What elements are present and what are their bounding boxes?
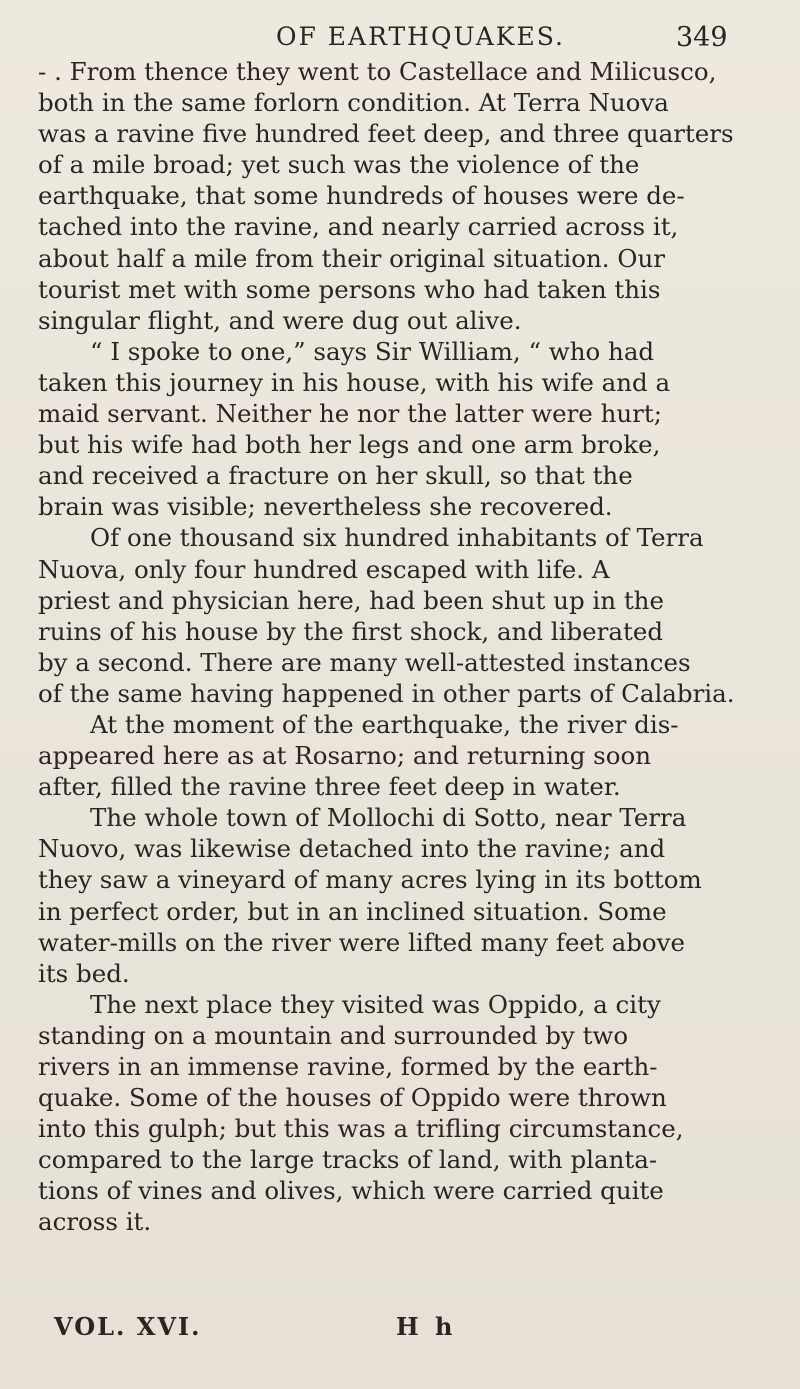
running-head: OF EARTHQUAKES.	[276, 22, 565, 51]
text-line: tourist met with some persons who had taken this	[38, 274, 661, 304]
text-line: Nuovo, was likewise detached into the ravine; and	[38, 834, 666, 864]
text-line: Of one thousand six hundred inhabitants of Terra	[90, 523, 704, 553]
text-line: maid servant. Neither he nor the latter were hurt;	[38, 399, 662, 429]
text-line: priest and physician here, had been shut up in the	[38, 585, 664, 615]
text-line: its bed.	[38, 958, 130, 988]
text-line: brain was visible; nevertheless she recovered.	[38, 492, 613, 522]
text-line: - . From thence they went to Castellace and Milicusco,	[38, 57, 717, 86]
text-line: of the same having happened in other parts of Calabria.	[38, 678, 735, 708]
text-line: both in the same forlorn condition. At Terra Nuova	[38, 88, 669, 118]
text-line: ruins of his house by the first shock, and liberated	[38, 616, 664, 646]
body-text	[38, 56, 754, 1238]
text-line: into this gulph; but this was a trifling circumstance,	[38, 1114, 684, 1144]
page-number: 349	[676, 22, 728, 53]
text-line: after, filled the ravine three feet deep in water.	[38, 772, 621, 802]
text-line: At the moment of the earthquake, the river dis-	[90, 709, 679, 739]
page-header	[0, 22, 800, 58]
text-line: The whole town of Mollochi di Sotto, near Terra	[90, 803, 687, 833]
text-line: compared to the large tracks of land, with planta-	[38, 1145, 658, 1175]
text-line: quake. Some of the houses of Oppido were thrown	[38, 1083, 667, 1113]
text-line: tions of vines and olives, which were carried quite	[38, 1176, 664, 1206]
text-line: Nuova, only four hundred escaped with life. A	[38, 554, 610, 584]
text-line: in perfect order, but in an inclined situation. Some	[38, 896, 667, 926]
text-line: across it.	[38, 1207, 152, 1237]
text-line: but his wife had both her legs and one arm broke,	[38, 430, 661, 460]
text-line: and received a fracture on her skull, so that the	[38, 461, 633, 491]
text-line: they saw a vineyard of many acres lying in its bottom	[38, 865, 702, 895]
text-line: taken this journey in his house, with his wife and a	[38, 367, 671, 397]
text-line: of a mile broad; yet such was the violence of the	[38, 150, 640, 180]
text-line: The next place they visited was Oppido, a city	[90, 989, 661, 1019]
text-line: singular flight, and were dug out alive.	[38, 305, 522, 335]
text-line: appeared here as at Rosarno; and returning soon	[38, 741, 652, 771]
text-line: “ I spoke to one,” says Sir William, “ who had	[90, 336, 655, 366]
text-line: water-mills on the river were lifted many feet above	[38, 927, 685, 957]
text-line: by a second. There are many well-attested instances	[38, 647, 691, 677]
text-line: tached into the ravine, and nearly carried across it,	[38, 212, 679, 242]
text-line: about half a mile from their original situation. Our	[38, 243, 665, 273]
text-line: earthquake, that some hundreds of houses were de-	[38, 181, 685, 211]
text-line: standing on a mountain and surrounded by two	[38, 1020, 629, 1050]
page-footer	[54, 1312, 754, 1344]
signature-mark: H h	[396, 1312, 457, 1341]
text-line: was a ravine five hundred feet deep, and three quarters	[38, 119, 734, 149]
volume-label: VOL. XVI.	[54, 1312, 202, 1341]
text-line: rivers in an immense ravine, formed by the earth-	[38, 1052, 658, 1081]
